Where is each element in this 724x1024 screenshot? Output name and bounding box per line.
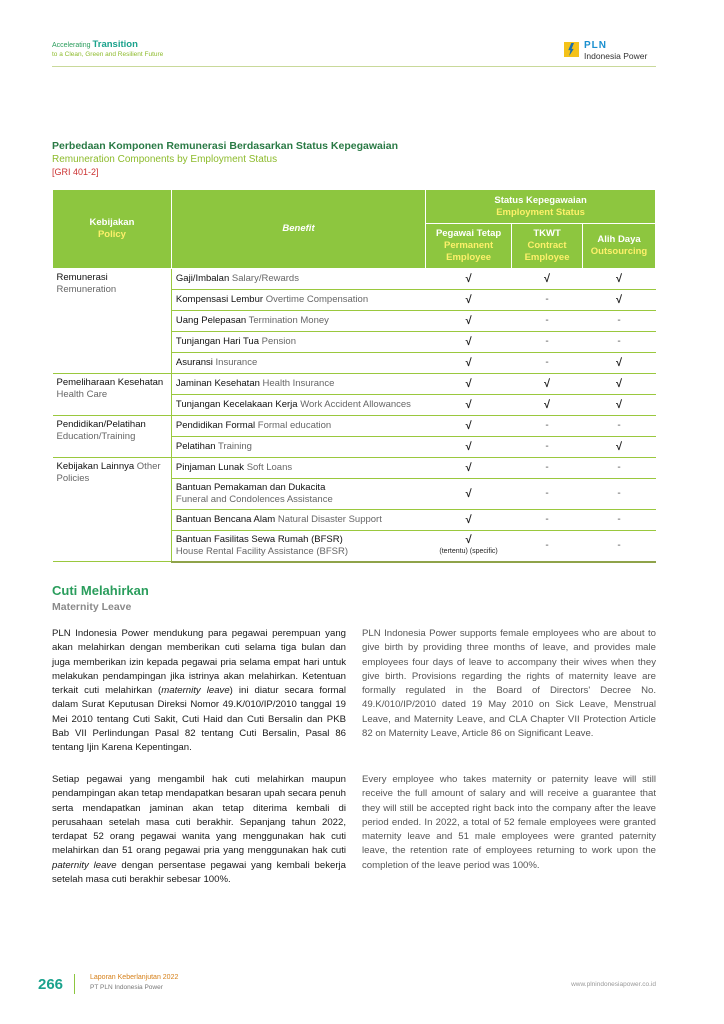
benefit-id: Gaji/Imbalan <box>175 273 230 284</box>
policy-id: Pendidikan/Pelatihan <box>56 419 146 430</box>
logo-subtext: Indonesia Power <box>584 51 648 61</box>
table-row <box>53 269 656 290</box>
header-status-id: Status Kepegawaian <box>494 194 587 206</box>
contract-value: - <box>512 332 583 353</box>
benefit-en: Overtime Compensation <box>265 294 369 305</box>
benefit-id: Pinjaman Lunak <box>175 462 245 473</box>
outsourcing-value: √ <box>583 290 656 311</box>
header-benefit-label: Benefit <box>282 223 315 234</box>
table-row <box>53 374 656 395</box>
permanent-value: √ <box>426 311 512 332</box>
permanent-value: √ <box>426 332 512 353</box>
benefit-cell <box>171 353 425 374</box>
policy-id: Remunerasi <box>56 272 108 283</box>
header-policy-en: Policy <box>97 229 126 240</box>
benefit-en: Natural Disaster Support <box>277 514 382 525</box>
header-contract-en: Contract Employee <box>524 240 570 263</box>
benefit-cell <box>171 531 425 562</box>
outsourcing-value: - <box>583 416 656 437</box>
remuneration-table <box>52 189 656 563</box>
permanent-value: √ <box>426 395 512 416</box>
benefit-id: Bantuan Bencana Alam <box>175 514 276 525</box>
permanent-value: √ <box>426 416 512 437</box>
table-section-title <box>52 140 656 178</box>
permanent-value: √ <box>426 437 512 458</box>
permanent-value: √ <box>465 533 472 546</box>
specific-note: (tertentu) (specific) <box>439 547 498 555</box>
policy-cell <box>53 416 172 458</box>
left-p1-emphasis: maternity leave <box>161 685 230 697</box>
policy-en: Other Policies <box>56 461 161 484</box>
right-p1-text: PLN Indonesia Power supports female employees who are about to give birth by providing three months of leave, and provides male employees four days of leave to accompany their wives when they give birth. Provisions regarding the rights of maternity leave are formally regulated in the Board of Directors' Decree No. 49.K/010/IP/2010 dated 19 May 2010 on Sick Leave, Menstrual Leave, and Maternity Leave, and CLA Chapter VII Protection Article 82 on Maternity Leave, Article 86 on Significant Leave. <box>362 628 656 740</box>
outsourcing-value: √ <box>583 374 656 395</box>
benefit-cell <box>171 416 425 437</box>
permanent-value: √ <box>426 458 512 479</box>
contract-value: √ <box>512 269 583 290</box>
pln-logo <box>564 40 656 62</box>
benefit-en: Termination Money <box>248 315 329 326</box>
header-status <box>426 190 656 224</box>
maternity-title-id: Cuti Melahirkan <box>52 583 149 598</box>
header-contract-id: TKWT <box>533 228 561 239</box>
benefit-id: Uang Pelepasan <box>175 315 247 326</box>
tagline-line2: to a Clean, Green and Resilient Future <box>52 51 164 58</box>
permanent-value-cell <box>426 531 512 562</box>
left-p1-text-a: PLN Indonesia Power mendukung para pegawai perempuan yang akan melahirkan dengan memberikan cuti selama tiga bulan dan juga memberikan izin kepada pegawai pria selama empat hari untuk melakukan pendampingan jika istrinya akan melahirkan. Ketentuan terkait cuti melahirkan ( <box>52 628 346 697</box>
benefit-id: Bantuan Pemakaman dan Dukacita <box>175 482 326 493</box>
header-outsourcing-en: Outsourcing <box>590 246 648 257</box>
contract-value: - <box>512 531 583 562</box>
left-p2-text-a: Setiap pegawai yang mengambil hak cuti melahirkan maupun pendampingan akan tetap mendapatkan besaran upah secara penuh serta mendapatkan jaminan akan tetap diterima kembali di perusahaan setelah masa cuti berakhir. Sepanjang tahun 2022, terdapat 52 orang pegawai wanita yang menggunakan hak cuti melahirkan dan 51 orang pegawai pria yang menggunakan hak cuti <box>52 774 346 857</box>
tagline-prefix: Accelerating <box>52 42 91 49</box>
website-link[interactable]: www.plnindonesiapower.co.id <box>571 981 656 988</box>
contract-value: - <box>512 437 583 458</box>
outsourcing-value: - <box>583 479 656 510</box>
benefit-en: Health Insurance <box>262 378 335 389</box>
policy-cell <box>53 374 172 416</box>
policy-id: Kebijakan Lainnya <box>56 461 135 472</box>
left-p2-emphasis: paternity leave <box>52 859 117 871</box>
outsourcing-value: - <box>583 531 656 562</box>
contract-value: √ <box>512 395 583 416</box>
contract-value: - <box>512 353 583 374</box>
right-paragraph-1 <box>362 627 656 741</box>
benefit-en: Soft Loans <box>246 462 293 473</box>
table-title-en: Remuneration Components by Employment Status <box>52 154 278 165</box>
contract-value: - <box>512 311 583 332</box>
benefit-en: Formal education <box>257 420 332 431</box>
report-name: Laporan Keberlanjutan 2022 <box>90 974 179 981</box>
left-p2-text-b: dengan persentase pegawai yang kembali bekerja setelah masa cuti berakhir sebesar 100%. <box>52 859 346 886</box>
left-paragraph-2 <box>52 773 346 887</box>
benefit-cell <box>171 332 425 353</box>
table-row <box>53 416 656 437</box>
tagline-highlight: Transition <box>92 39 138 50</box>
policy-id: Pemeliharaan Kesehatan <box>56 377 164 388</box>
page-header <box>52 38 656 67</box>
outsourcing-value: - <box>583 510 656 531</box>
contract-value: - <box>512 510 583 531</box>
benefit-cell <box>171 437 425 458</box>
right-paragraph-2 <box>362 773 656 873</box>
header-permanent <box>426 224 512 269</box>
benefit-id: Asuransi <box>175 357 213 368</box>
header-outsourcing <box>583 224 656 269</box>
table-row <box>53 458 656 479</box>
benefit-id: Pelatihan <box>175 441 216 452</box>
policy-en: Health Care <box>56 389 108 400</box>
benefit-id: Pendidikan Formal <box>175 420 256 431</box>
benefit-en: Salary/Rewards <box>231 273 299 284</box>
contract-value: √ <box>512 374 583 395</box>
benefit-cell <box>171 395 425 416</box>
benefit-id: Kompensasi Lembur <box>175 294 264 305</box>
table-title-id: Perbedaan Komponen Remunerasi Berdasarkan Status Kepegawaian <box>52 140 399 152</box>
outsourcing-value: √ <box>583 353 656 374</box>
benefit-en: Training <box>218 441 252 452</box>
left-p1-text-b: ) ini diatur secara formal dalam Surat Keputusan Direksi Nomor 49.K/010/IP/2010 tanggal 19 Mei 2010 tentang Cuti Sakit, Cuti Haid dan Cuti Bersalin dan PKB Bab VII Perlindungan Pasal 82 tentang Cuti Bersalin, Pasal 86 tentang Ijin Karena Kepentingan. <box>52 685 347 754</box>
benefit-en: Pension <box>261 336 296 347</box>
footer-divider <box>74 974 75 994</box>
benefit-en: Work Accident Allowances <box>300 399 411 410</box>
benefit-cell <box>171 269 425 290</box>
outsourcing-value: √ <box>583 395 656 416</box>
contract-value: - <box>512 416 583 437</box>
outsourcing-value: - <box>583 332 656 353</box>
left-paragraph-1 <box>52 627 346 756</box>
benefit-cell <box>171 479 425 510</box>
benefit-id: Jaminan Kesehatan <box>175 378 260 389</box>
policy-cell <box>53 269 172 374</box>
benefit-id: Bantuan Fasilitas Sewa Rumah (BFSR) <box>175 533 343 545</box>
policy-en: Education/Training <box>56 431 136 442</box>
header-status-en: Employment Status <box>496 206 585 218</box>
outsourcing-value: √ <box>583 269 656 290</box>
page-number: 266 <box>38 976 64 993</box>
policy-cell <box>53 458 172 562</box>
benefit-cell <box>171 311 425 332</box>
permanent-value: √ <box>426 479 512 510</box>
header-outsourcing-id: Alih Daya <box>597 234 641 245</box>
benefit-cell <box>171 458 425 479</box>
header-contract <box>512 224 583 269</box>
benefit-en: House Rental Facility Assistance (BFSR) <box>175 545 349 557</box>
benefit-en: Funeral and Condolences Assistance <box>175 494 333 505</box>
benefit-en: Insurance <box>215 357 258 368</box>
permanent-value: √ <box>426 290 512 311</box>
benefit-cell <box>171 374 425 395</box>
company-name: PT PLN Indonesia Power <box>90 984 163 991</box>
permanent-value: √ <box>426 269 512 290</box>
policy-en: Remuneration <box>56 284 117 295</box>
header-policy-id: Kebijakan <box>89 217 135 228</box>
benefit-cell <box>171 290 425 311</box>
outsourcing-value: √ <box>583 437 656 458</box>
contract-value: - <box>512 479 583 510</box>
header-policy <box>53 190 172 269</box>
permanent-value: √ <box>426 510 512 531</box>
right-p2-text: Every employee who takes maternity or paternity leave will still receive the full amount of salary and will receive a guarantee that they will still be accepted right back into the company after the leave period ended. In 2022, a total of 52 female employees were granted maternity leave and 51 male employees were granted paternity leave, the retention rate of employees returning to work upon the completion of the leave period was 100%. <box>362 774 656 871</box>
contract-value: - <box>512 458 583 479</box>
page-footer <box>38 972 656 996</box>
permanent-value: √ <box>426 374 512 395</box>
header-permanent-id: Pegawai Tetap <box>435 228 502 239</box>
maternity-section-title <box>52 583 149 614</box>
header-benefit <box>171 190 425 269</box>
maternity-title-en: Maternity Leave <box>52 601 132 613</box>
benefit-cell <box>171 510 425 531</box>
benefit-id: Tunjangan Kecelakaan Kerja <box>175 399 298 410</box>
lightning-icon <box>564 42 579 57</box>
header-permanent-en: Permanent Employee <box>444 240 494 263</box>
contract-value: - <box>512 290 583 311</box>
outsourcing-value: - <box>583 458 656 479</box>
permanent-value: √ <box>426 353 512 374</box>
benefit-id: Tunjangan Hari Tua <box>175 336 259 347</box>
outsourcing-value: - <box>583 311 656 332</box>
logo-text: PLN <box>584 40 607 51</box>
gri-reference: [GRI 401-2] <box>52 167 99 177</box>
tagline <box>52 40 163 59</box>
